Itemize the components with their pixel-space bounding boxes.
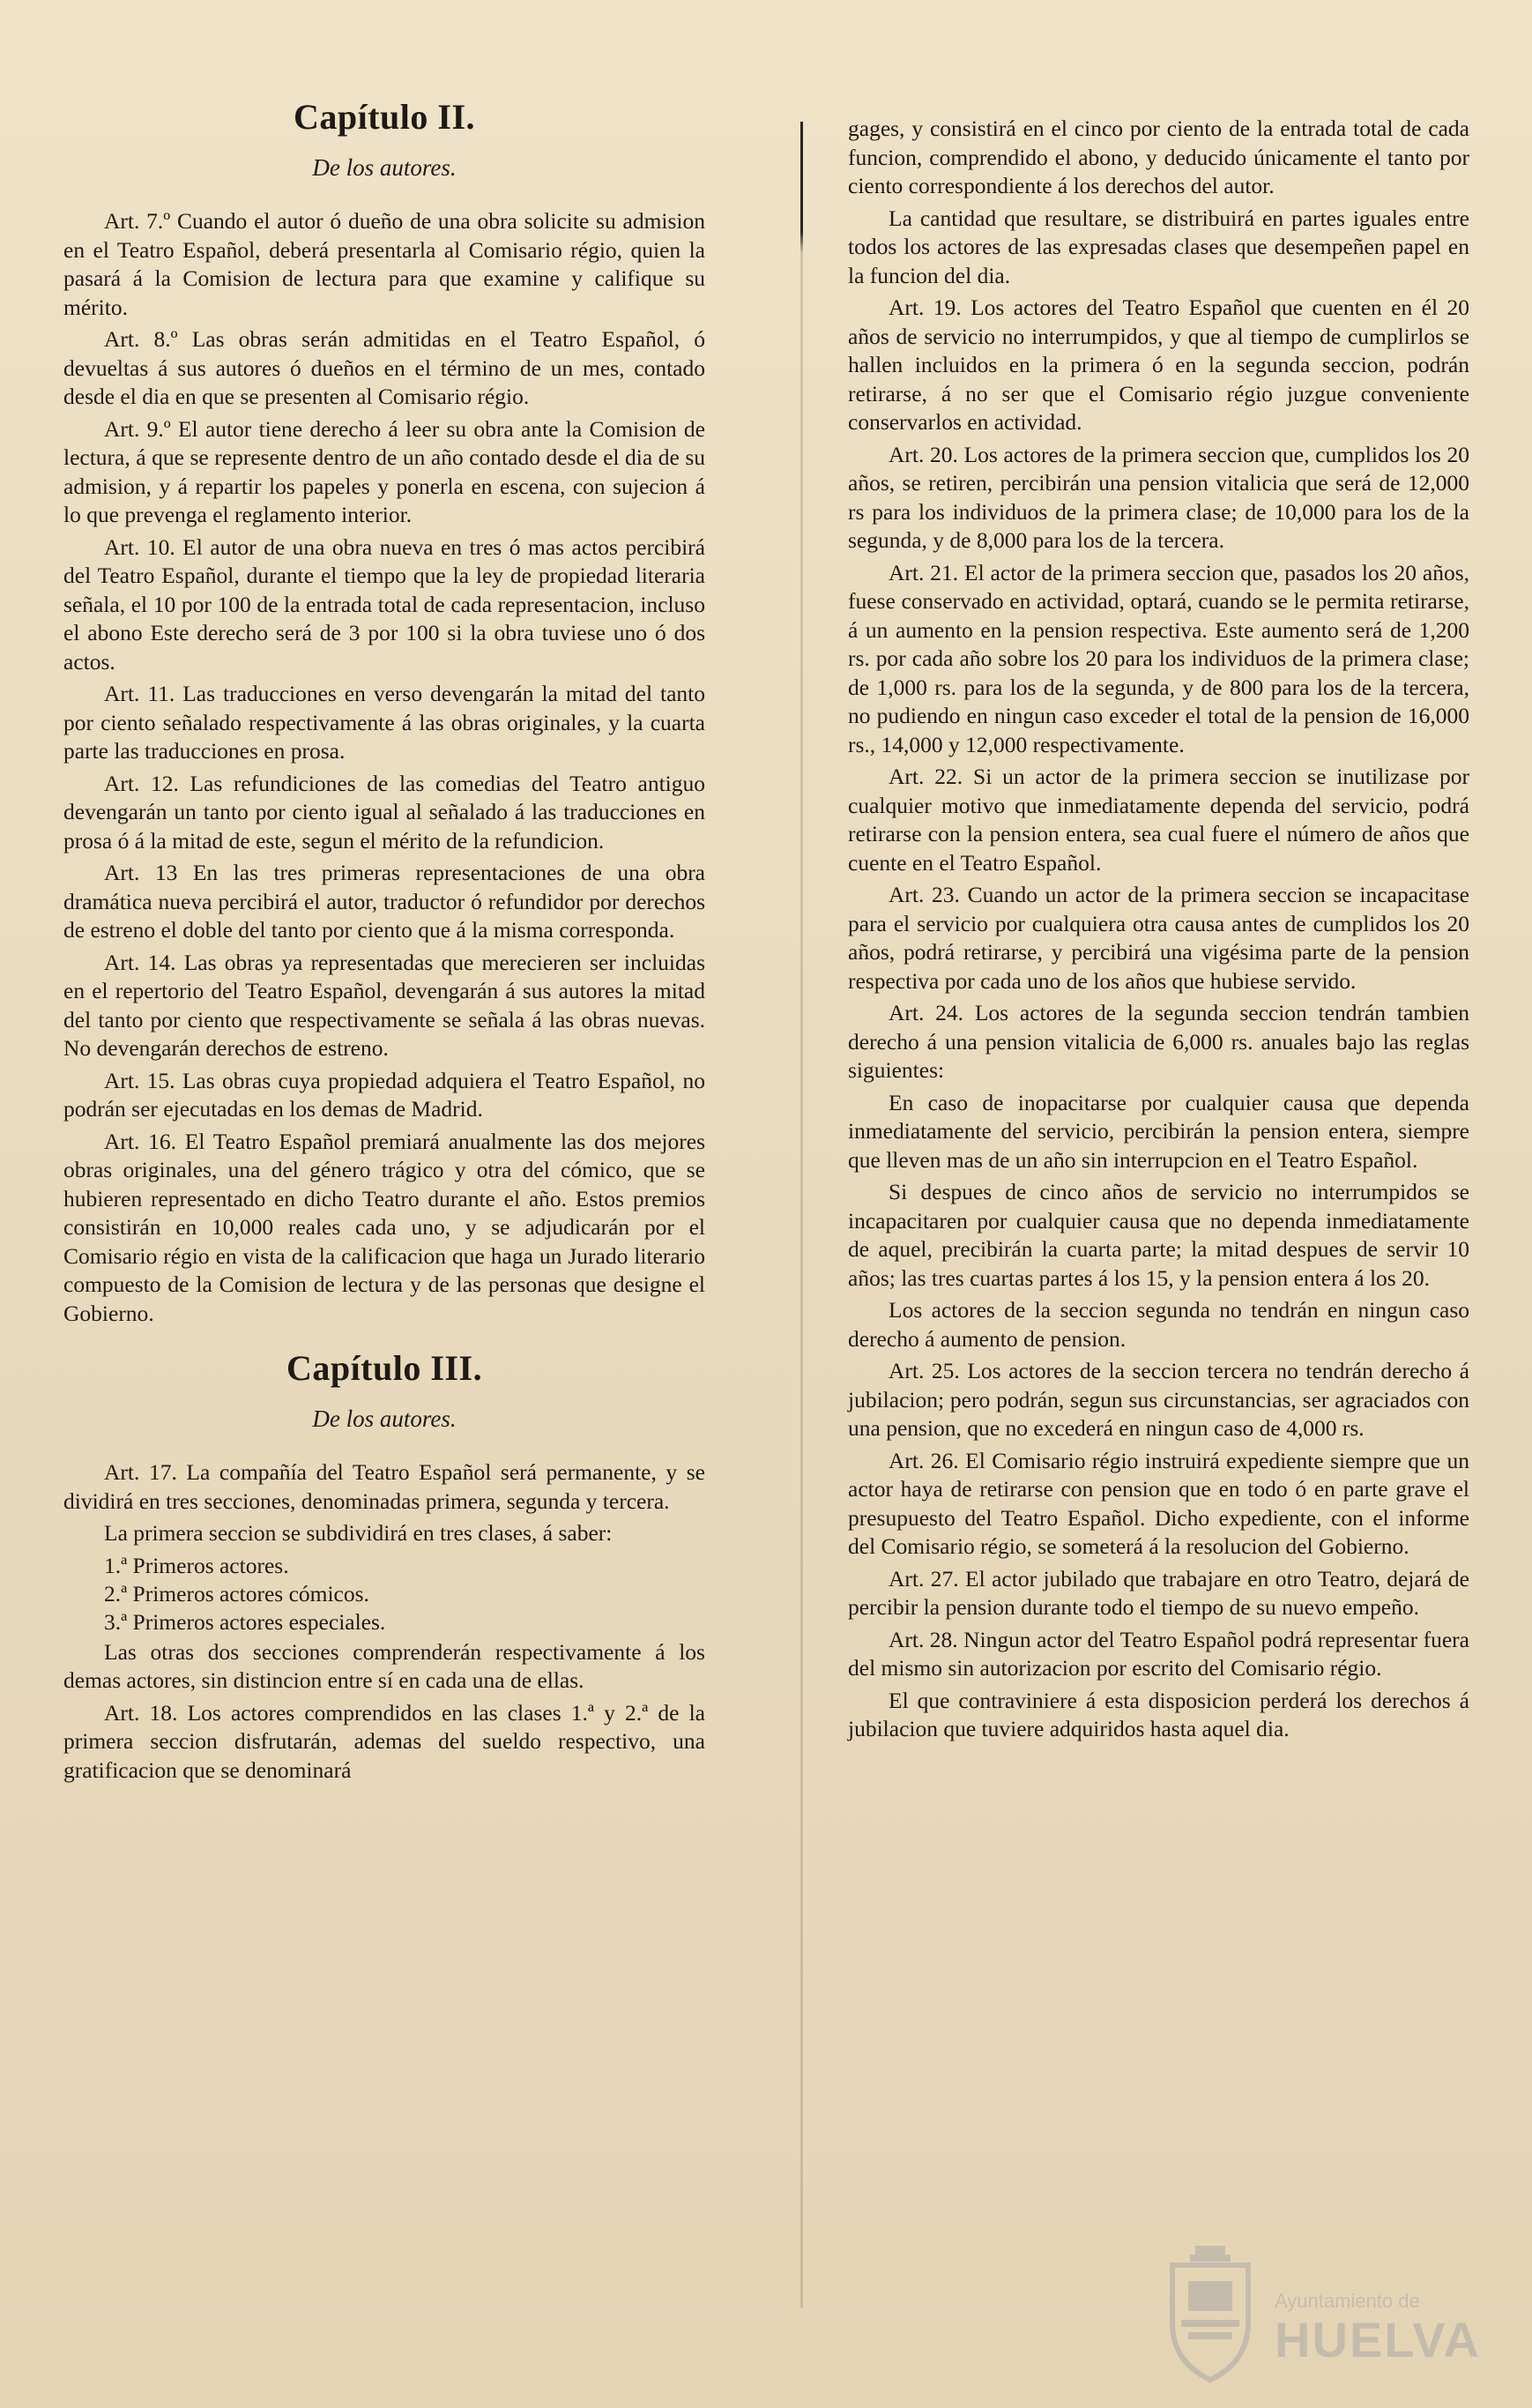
article-8: Art. 8.º Las obras serán admitidas en el Teatro Español, ó devueltas á sus autores ó dueños en el término de un mes, contado desde el dia en que se presenten al Comisario régio. — [63, 326, 705, 409]
left-column — [63, 84, 705, 1788]
article-28-penalty: El que contraviniere á esta disposicion perderá los derechos á jubilacion que tuviere adquiridos hasta aquel dia. — [848, 1687, 1469, 1741]
article-7: Art. 7.º Cuando el autor ó dueño de una obra solicite su admision en el Teatro Español, deberá presentarla al Comisario régio, quien la pasará á la Comision de lectura para que examine y califique su mérito. — [63, 208, 705, 320]
article-21: Art. 21. El actor de la primera seccion que, pasados los 20 años, fuese conservado en actividad, optará, cuando se le permita retirarse, á un aumento en la pension respectiva. Este aumento será de 1,200 rs. por cada año sobre los 20 para los individuos de la primera clase; de 1,000 rs. para los de la segunda, y de 800 para los de la tercera, no pudiendo en ningun caso exceder el total de la pension de 16,000 rs., 14,000 y 12,000 respectivamente. — [848, 559, 1469, 757]
chapter-2-title: Capítulo II. — [293, 97, 476, 137]
article-27: Art. 27. El actor jubilado que trabajare en otro Teatro, dejará de percibir la pension durante todo el tiempo de su nuevo empeño. — [848, 1565, 1469, 1620]
article-18-start: Art. 18. Los actores comprendidos en las clases 1.ª y 2.ª de la primera seccion disfrutarán, ademas del sueldo respectivo, una gratificacion que se denominará — [63, 1699, 705, 1783]
class-item-1: 1.ª Primeros actores. — [104, 1552, 289, 1578]
article-25: Art. 25. Los actores de la seccion tercera no tendrán derecho á jubilacion; pero podrán, segun sus circunstancias, ser agraciados con una pension, que no excederá en ningun caso de 4,000 rs. — [848, 1358, 1469, 1441]
article-17-other-sections: Las otras dos secciones comprenderán respectivamente á los demas actores, sin distincion entre sí en cada una de ellas. — [63, 1638, 705, 1693]
class-item-2: 2.ª Primeros actores cómicos. — [104, 1580, 369, 1607]
chapter-2-subtitle: De los autores. — [312, 154, 457, 181]
article-19: Art. 19. Los actores del Teatro Español que cuenten en él 20 años de servicio no interrumpidos, y que al tiempo de cumplirlos se hallen incluidos en la primera ó en la segunda seccion, podrán retirarse, á no ser que el Comisario régio juzgue conveniente conservarlos en actividad. — [848, 294, 1469, 435]
article-10: Art. 10. El autor de una obra nueva en tres ó mas actos percibirá del Teatro Español, durante el tiempo que la ley de propiedad literaria señala, el 10 por 100 de la entrada total de cada representacion, incluso el abono Este derecho será de 3 por 100 si la obra tuviese uno ó dos actos. — [63, 533, 705, 675]
huelva-coat-of-arms-icon — [1162, 2239, 1259, 2384]
article-17-classes-intro: La primera seccion se subdividirá en tres clases, á saber: — [104, 1520, 613, 1546]
article-20: Art. 20. Los actores de la primera seccion que, cumplidos los 20 años, se retiren, percibirán una pension vitalicia que será de 12,000 rs para los individuos de la primera clase; de 10,000 para los de la segunda, y de 8,000 para los de la tercera. — [848, 441, 1469, 553]
watermark — [1162, 2239, 1479, 2389]
watermark-line-2: HUELVA — [1275, 2312, 1481, 2367]
article-18-distribution: La cantidad que resultare, se distribuirá en partes iguales entre todos los actores de las expresadas clases que desempeñen papel en la funcion del dia. — [848, 205, 1469, 288]
column-divider — [800, 122, 803, 2308]
chapter-3-subtitle: De los autores. — [312, 1405, 457, 1432]
watermark-line-1: Ayuntamiento de — [1275, 2290, 1420, 2312]
article-24-rule-3: Los actores de la seccion segunda no tendrán en ningun caso derecho á aumento de pension. — [848, 1297, 1469, 1352]
right-column — [848, 115, 1469, 1748]
article-17: Art. 17. La compañía del Teatro Español será permanente, y se dividirá en tres secciones, denominadas primera, segunda y tercera. — [63, 1459, 705, 1514]
article-24: Art. 24. Los actores de la segunda seccion tendrán tambien derecho á una pension vitalicia de 6,000 rs. anuales bajo las reglas siguientes: — [848, 1000, 1469, 1083]
article-9: Art. 9.º El autor tiene derecho á leer su obra ante la Comision de lectura, á que se represente dentro de un año contado desde el dia de su admision, y á repartir los papeles y ponerla en escena, con sujecion á lo que prevenga el reglamento interior. — [63, 415, 705, 527]
article-22: Art. 22. Si un actor de la primera seccion se inutilizase por cualquier motivo que inmediatamente dependa del servicio, podrá retirarse con la pension entera, sea cual fuere el número de años que cuente en el Teatro Español. — [848, 764, 1469, 876]
article-24-rule-1: En caso de inopacitarse por cualquier causa que dependa inmediatamente del servicio, percibirán la pension entera, siempre que lleven mas de un año sin interrupcion en el Teatro Español. — [848, 1089, 1469, 1173]
article-16: Art. 16. El Teatro Español premiará anualmente las dos mejores obras originales, una del género trágico y otra del cómico, que se hubieren representado en dicho Teatro durante el año. Estos premios consistirán en 10,000 reales cada uno, y se adjudicarán por el Comisario régio en vista de la calificacion que haga un Jurado literario compuesto de la Comision de lectura y de las personas que designe el Gobierno. — [63, 1128, 705, 1326]
article-18-continuation: gages, y consistirá en el cinco por ciento de la entrada total de cada funcion, comprendido el abono, y deducido únicamente el tanto por ciento correspondiente á los derechos del autor. — [848, 116, 1469, 198]
class-item-3: 3.ª Primeros actores especiales. — [104, 1608, 386, 1635]
classes-list — [63, 1552, 705, 1636]
article-12: Art. 12. Las refundiciones de las comedias del Teatro antiguo devengarán un tanto por ciento igual al señalado á las traducciones en prosa ó á la mitad de este, segun el mérito de la refundicion. — [63, 770, 705, 854]
article-23: Art. 23. Cuando un actor de la primera seccion se incapacitase para el servicio por cualquiera otra causa antes de cumplidos los 20 años, podrá retirarse, y percibirá una vigésima parte de la pension respectiva por cada uno de los años que hubiese servido. — [848, 882, 1469, 994]
article-28: Art. 28. Ningun actor del Teatro Español podrá representar fuera del mismo sin autorizacion por escrito del Comisario régio. — [848, 1626, 1469, 1681]
article-15: Art. 15. Las obras cuya propiedad adquiera el Teatro Español, no podrán ser ejecutadas en los demas de Madrid. — [63, 1067, 705, 1122]
article-11: Art. 11. Las traducciones en verso devengarán la mitad del tanto por ciento señalado respectivamente á las obras originales, y la cuarta parte las traducciones en prosa. — [63, 681, 705, 764]
article-26: Art. 26. El Comisario régio instruirá expediente siempre que un actor haya de retirarse con pension que en todo ó en parte grave el presupuesto del Teatro Español. Dicho expediente, con el informe del Comisario régio, se someterá á la resolucion del Gobierno. — [848, 1447, 1469, 1559]
article-14: Art. 14. Las obras ya representadas que merecieren ser incluidas en el repertorio del Teatro Español, devengarán á sus autores la mitad del tanto por ciento que respectivamente se señala á las obras nuevas. No devengarán derechos de estreno. — [63, 949, 705, 1061]
chapter-3-title: Capítulo III. — [286, 1348, 483, 1388]
article-13: Art. 13 En las tres primeras representaciones de una obra dramática nueva percibirá el autor, traductor ó refundidor por derechos de estreno el doble del tanto por ciento que á la misma corresponda. — [63, 860, 705, 943]
article-24-rule-2: Si despues de cinco años de servicio no interrumpidos se incapacitaren por cualquier causa que no dependa inmediatamente de aquel, precibirán la cuarta parte; la mitad despues de servir 10 años; las tres cuartas partes á los 15, y la pension entera á los 20. — [848, 1179, 1469, 1291]
